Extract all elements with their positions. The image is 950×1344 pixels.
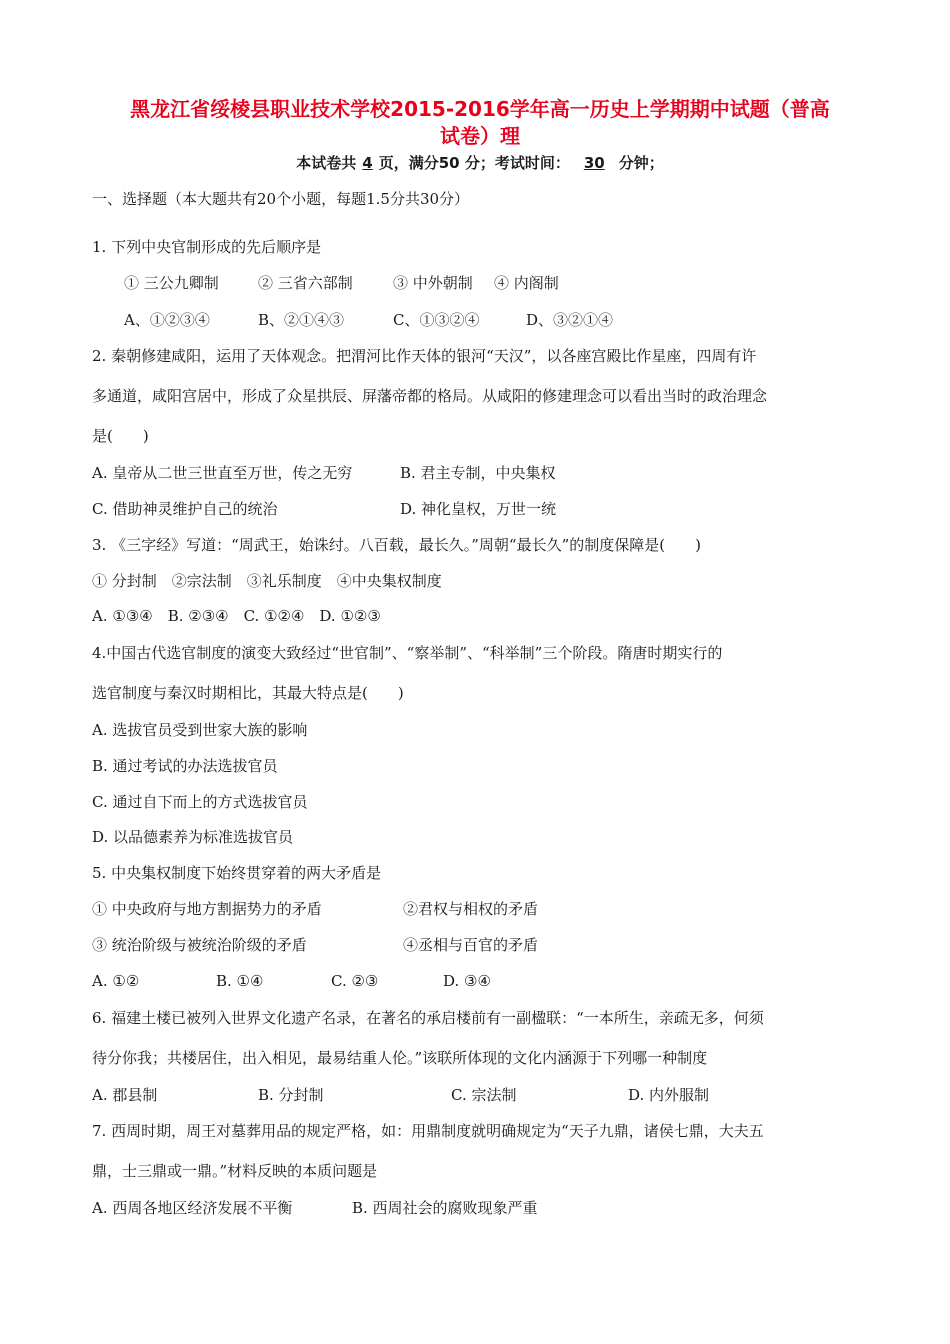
q4-stem-line1: 4.中国古代选官制度的演变大致经过“世官制”、“察举制”、“科举制”三个阶段。隋唐时期实行的 xyxy=(92,644,723,662)
q2-option-a: A. 皇帝从二世三世直至万世，传之无穷 xyxy=(92,464,353,482)
q5-item-1: ① 中央政府与地方割据势力的矛盾 xyxy=(92,900,322,918)
q1-option-a: A、①②③④ xyxy=(124,311,210,329)
q2-option-b: B. 君主专制，中央集权 xyxy=(400,464,556,482)
q5-item-4: ④丞相与百官的矛盾 xyxy=(403,936,539,954)
q6-option-d: D. 内外服制 xyxy=(628,1086,710,1104)
section-heading: 一、选择题（本大题共有20个小题，每题1.5分共30分） xyxy=(92,190,470,208)
q4-option-d: D. 以品德素养为标准选拔官员 xyxy=(92,828,294,846)
q5-item-2: ②君权与相权的矛盾 xyxy=(403,900,539,918)
q1-option-d: D、③②①④ xyxy=(526,311,614,329)
q6-option-c: C. 宗法制 xyxy=(451,1086,517,1104)
q5-option-b: B. ①④ xyxy=(216,972,264,990)
q7-stem-line2: 鼎，士三鼎或一鼎。”材料反映的本质问题是 xyxy=(92,1162,378,1180)
q1-item-4: ④ 内阁制 xyxy=(494,274,559,292)
q6-option-b: B. 分封制 xyxy=(258,1086,324,1104)
q2-option-c: C. 借助神灵维护自己的统治 xyxy=(92,500,278,518)
q7-option-a: A. 西周各地区经济发展不平衡 xyxy=(92,1199,293,1217)
q2-stem-line2: 多通道，咸阳宫居中，形成了众星拱辰、屏藩帝都的格局。从咸阳的修建理念可以看出当时的政治理念 xyxy=(92,387,768,405)
q2-stem-line3: 是( ) xyxy=(92,427,149,445)
info-prefix: 本试卷共 xyxy=(296,154,357,172)
info-middle: 页，满分50 分；考试时间： xyxy=(378,154,570,172)
q5-option-a: A. ①② xyxy=(92,972,140,990)
q3-options: A. ①③④ B. ②③④ C. ①②④ D. ①②③ xyxy=(92,607,381,625)
q1-option-c: C、①③②④ xyxy=(393,311,480,329)
q2-stem-line1: 2. 秦朝修建咸阳，运用了天体观念。把渭河比作天体的银河“天汉”，以各座宫殿比作星座，四周有许 xyxy=(92,347,757,365)
q4-option-a: A. 选拔官员受到世家大族的影响 xyxy=(92,721,308,739)
q4-option-b: B. 通过考试的办法选拔官员 xyxy=(92,757,278,775)
q3-stem: 3. 《三字经》写道：“周武王，始诛纣。八百载，最长久。”周朝“最长久”的制度保障是( ) xyxy=(92,536,701,554)
q4-option-c: C. 通过自下而上的方式选拔官员 xyxy=(92,793,308,811)
q2-option-d: D. 神化皇权，万世一统 xyxy=(400,500,557,518)
q1-item-2: ② 三省六部制 xyxy=(258,274,353,292)
exam-title-line2: 试卷）理 xyxy=(440,124,520,148)
q3-items: ① 分封制 ②宗法制 ③礼乐制度 ④中央集权制度 xyxy=(92,572,442,590)
exam-info xyxy=(90,152,870,173)
q1-stem: 1. 下列中央官制形成的先后顺序是 xyxy=(92,238,322,256)
q4-stem-line2: 选官制度与秦汉时期相比，其最大特点是( ) xyxy=(92,684,404,702)
q6-option-a: A. 郡县制 xyxy=(92,1086,158,1104)
q1-option-b: B、②①④③ xyxy=(258,311,345,329)
q5-option-c: C. ②③ xyxy=(331,972,379,990)
exam-title-line1: 黑龙江省绥棱县职业技术学校2015-2016学年高一历史上学期期中试题（普高 xyxy=(130,97,830,121)
page-count: 4 xyxy=(362,154,373,172)
q5-item-3: ③ 统治阶级与被统治阶级的矛盾 xyxy=(92,936,307,954)
q7-option-b: B. 西周社会的腐败现象严重 xyxy=(352,1199,538,1217)
q5-option-d: D. ③④ xyxy=(443,972,491,990)
exam-minutes: 30 xyxy=(583,154,605,172)
q1-item-1: ① 三公九卿制 xyxy=(124,274,219,292)
q7-stem-line1: 7. 西周时期，周王对墓葬用品的规定严格，如：用鼎制度就明确规定为“天子九鼎，诸侯七鼎，大夫五 xyxy=(92,1122,764,1140)
q6-stem-line2: 待分你我；共楼居住，出入相见，最易结重人伦。”该联所体现的文化内涵源于下列哪一种制度 xyxy=(92,1049,708,1067)
q6-stem-line1: 6. 福建土楼已被列入世界文化遗产名录，在著名的承启楼前有一副楹联：“一本所生，亲疏无多，何须 xyxy=(92,1009,764,1027)
q5-stem: 5. 中央集权制度下始终贯穿着的两大矛盾是 xyxy=(92,864,382,882)
q1-item-3: ③ 中外朝制 xyxy=(393,274,473,292)
info-suffix: 分钟； xyxy=(618,154,664,172)
